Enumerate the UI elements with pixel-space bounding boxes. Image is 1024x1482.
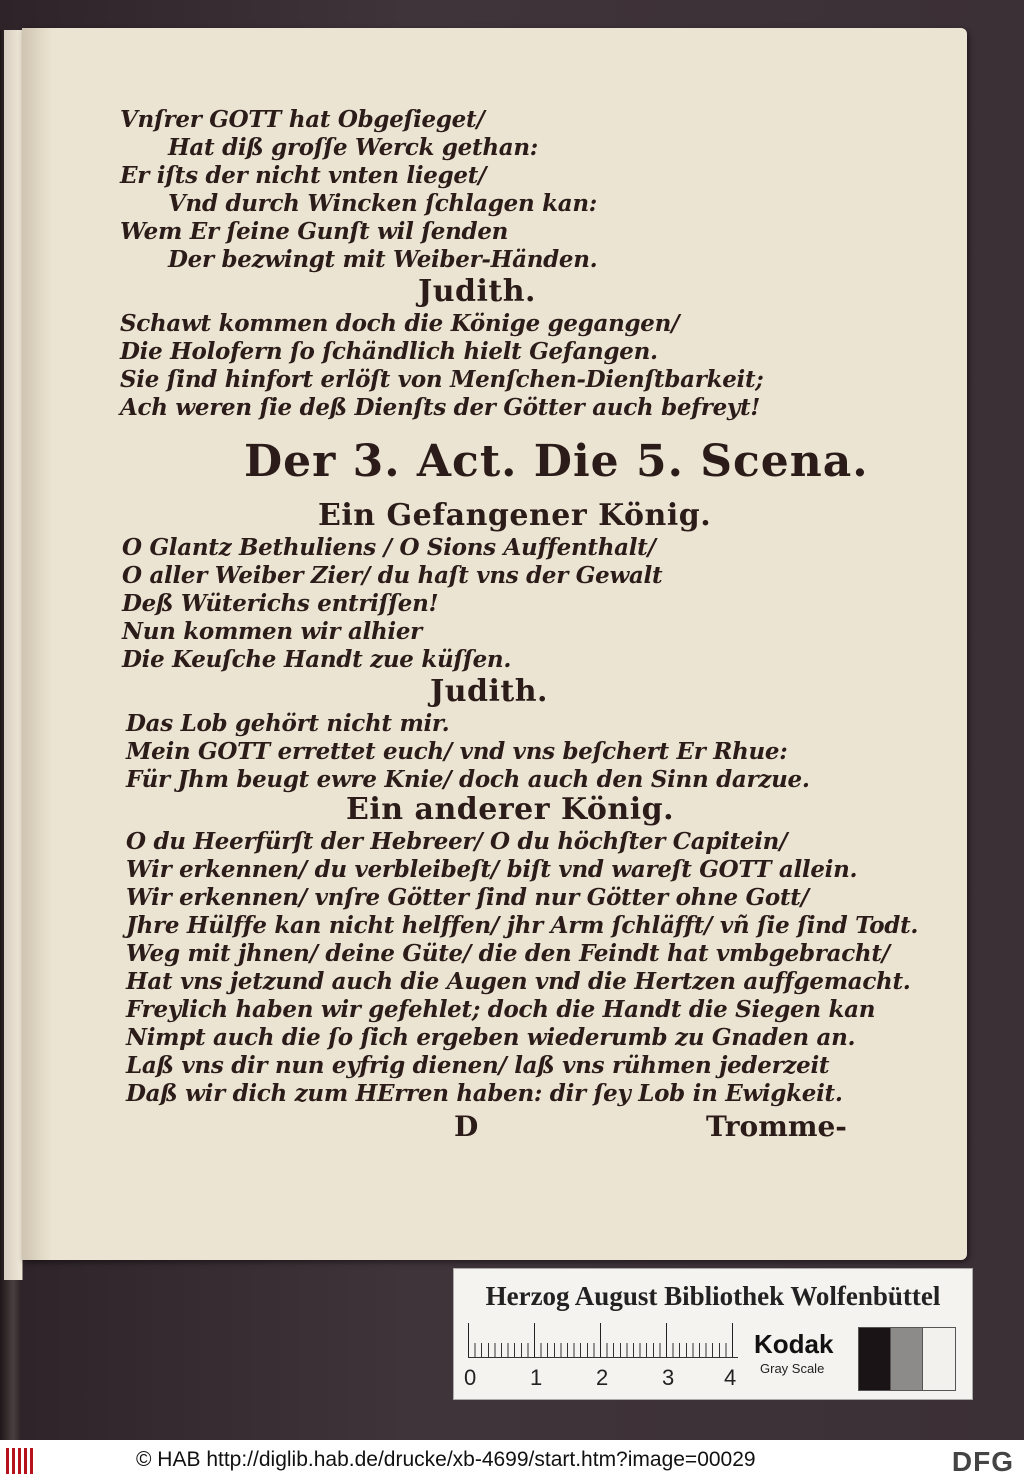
verse-line: Nun kommen wir alhier <box>122 618 423 645</box>
verse-line: Nimpt auch die ſo ſich ergeben wiederumb zu Gnaden an. <box>126 1024 856 1051</box>
speaker-heading: Ein anderer König. <box>346 792 675 827</box>
verse-line: Freylich haben wir gefehlet; doch die Handt die Siegen kan <box>126 996 876 1023</box>
verse-line: Weg mit jhnen/ deine Güte/ die den Feindt hat vmbgebracht/ <box>126 940 890 967</box>
verse-line: Hat vns jetzund auch die Augen vnd die Hertzen auffgemacht. <box>126 968 911 995</box>
ruler-number: 4 <box>724 1365 737 1390</box>
verse-line: Wir erkennen/ vnſre Götter ſind nur Götter ohne Gott/ <box>126 884 809 911</box>
verse-line: Das Lob gehört nicht mir. <box>126 710 450 737</box>
ruler-tick <box>468 1323 469 1357</box>
verse-line: Die Holofern ſo ſchändlich hielt Gefangen. <box>120 338 658 365</box>
gray-patch-white <box>922 1327 956 1391</box>
ruler-tick <box>732 1323 733 1357</box>
speaker-heading: Ein Gefangener König. <box>318 498 712 533</box>
verse-line: Vnd durch Wincken ſchlagen kan: <box>168 190 597 217</box>
footer-bar <box>0 1440 1024 1482</box>
verse-line: O aller Weiber Zier/ du haſt vns der Gewalt <box>122 562 663 589</box>
color-calibration-card <box>453 1268 973 1400</box>
kodak-brand: Kodak <box>754 1329 834 1359</box>
dfg-logo: DFG <box>951 1446 1014 1477</box>
gray-patch-mid <box>890 1327 924 1391</box>
verse-line: O du Heerfürſt der Hebreer/ O du höchſter Capitein/ <box>126 828 788 855</box>
speaker-heading: Judith. <box>418 274 536 309</box>
card-title: Herzog August Bibliothek Wolfenbüttel <box>485 1281 941 1311</box>
book-page <box>22 28 967 1260</box>
verse-line: Hat diß groſſe Werck gethan: <box>168 134 538 161</box>
signature-mark: D <box>454 1110 479 1143</box>
hab-logo-icon <box>6 1448 36 1474</box>
verse-line: Für Jhm beugt ewre Knie/ doch auch den Sinn darzue. <box>126 766 810 793</box>
ruler-number: 0 <box>464 1365 477 1390</box>
previous-page-edge <box>4 30 23 1280</box>
measurement-ruler <box>468 1323 738 1358</box>
verse-line: Daß wir dich zum HErren haben: dir ſey Lob in Ewigkeit. <box>126 1080 843 1107</box>
verse-line: Mein GOTT errettet euch/ vnd vns beſchert Er Rhue: <box>126 738 788 765</box>
ruler-number: 3 <box>662 1365 675 1390</box>
verse-line: O Glantz Bethuliens / O Sions Auffenthalt/ <box>122 534 656 561</box>
ruler-tick <box>534 1323 535 1357</box>
page-text <box>22 28 967 1260</box>
verse-line: Der bezwingt mit Weiber-Händen. <box>168 246 598 273</box>
verse-line: Wir erkennen/ du verbleibeſt/ biſt vnd wareſt GOTT allein. <box>126 856 858 883</box>
verse-line: Deß Wüterichs entriſſen! <box>122 590 439 617</box>
verse-line: Jhre Hülffe kan nicht helffen/ jhr Arm ſchläfft/ vñ ſie ſind Todt. <box>126 912 919 939</box>
ruler-tick <box>600 1323 601 1357</box>
act-scene-heading: Der 3. Act. Die 5. Scena. <box>244 436 869 487</box>
ruler-number: 1 <box>530 1365 543 1390</box>
verse-line: Vnſrer GOTT hat Obgeſieget/ <box>120 106 485 133</box>
catchword: Tromme- <box>706 1110 847 1143</box>
ruler-number: 2 <box>596 1365 609 1390</box>
gray-scale-label: Gray Scale <box>760 1361 825 1376</box>
ruler-tick <box>666 1323 667 1357</box>
verse-line: Laß vns dir nun eyfrig dienen/ laß vns rühmen jederzeit <box>126 1052 830 1079</box>
verse-line: Ach weren ſie deß Dienſts der Götter auch befreyt! <box>120 394 761 421</box>
verse-line: Wem Er ſeine Gunſt wil ſenden <box>120 218 509 245</box>
verse-line: Sie ſind hinfort erlöſt von Menſchen-Dienſtbarkeit; <box>120 366 764 393</box>
footer-credit-link[interactable]: © HAB http://diglib.hab.de/drucke/xb-4699/start.htm?image=00029 <box>136 1448 756 1471</box>
speaker-heading: Judith. <box>430 674 548 709</box>
gray-patch-black <box>858 1327 892 1391</box>
verse-line: Die Keuſche Handt zue küſſen. <box>122 646 512 673</box>
verse-line: Er iſts der nicht vnten lieget/ <box>120 162 487 189</box>
verse-line: Schawt kommen doch die Könige gegangen/ <box>120 310 680 337</box>
